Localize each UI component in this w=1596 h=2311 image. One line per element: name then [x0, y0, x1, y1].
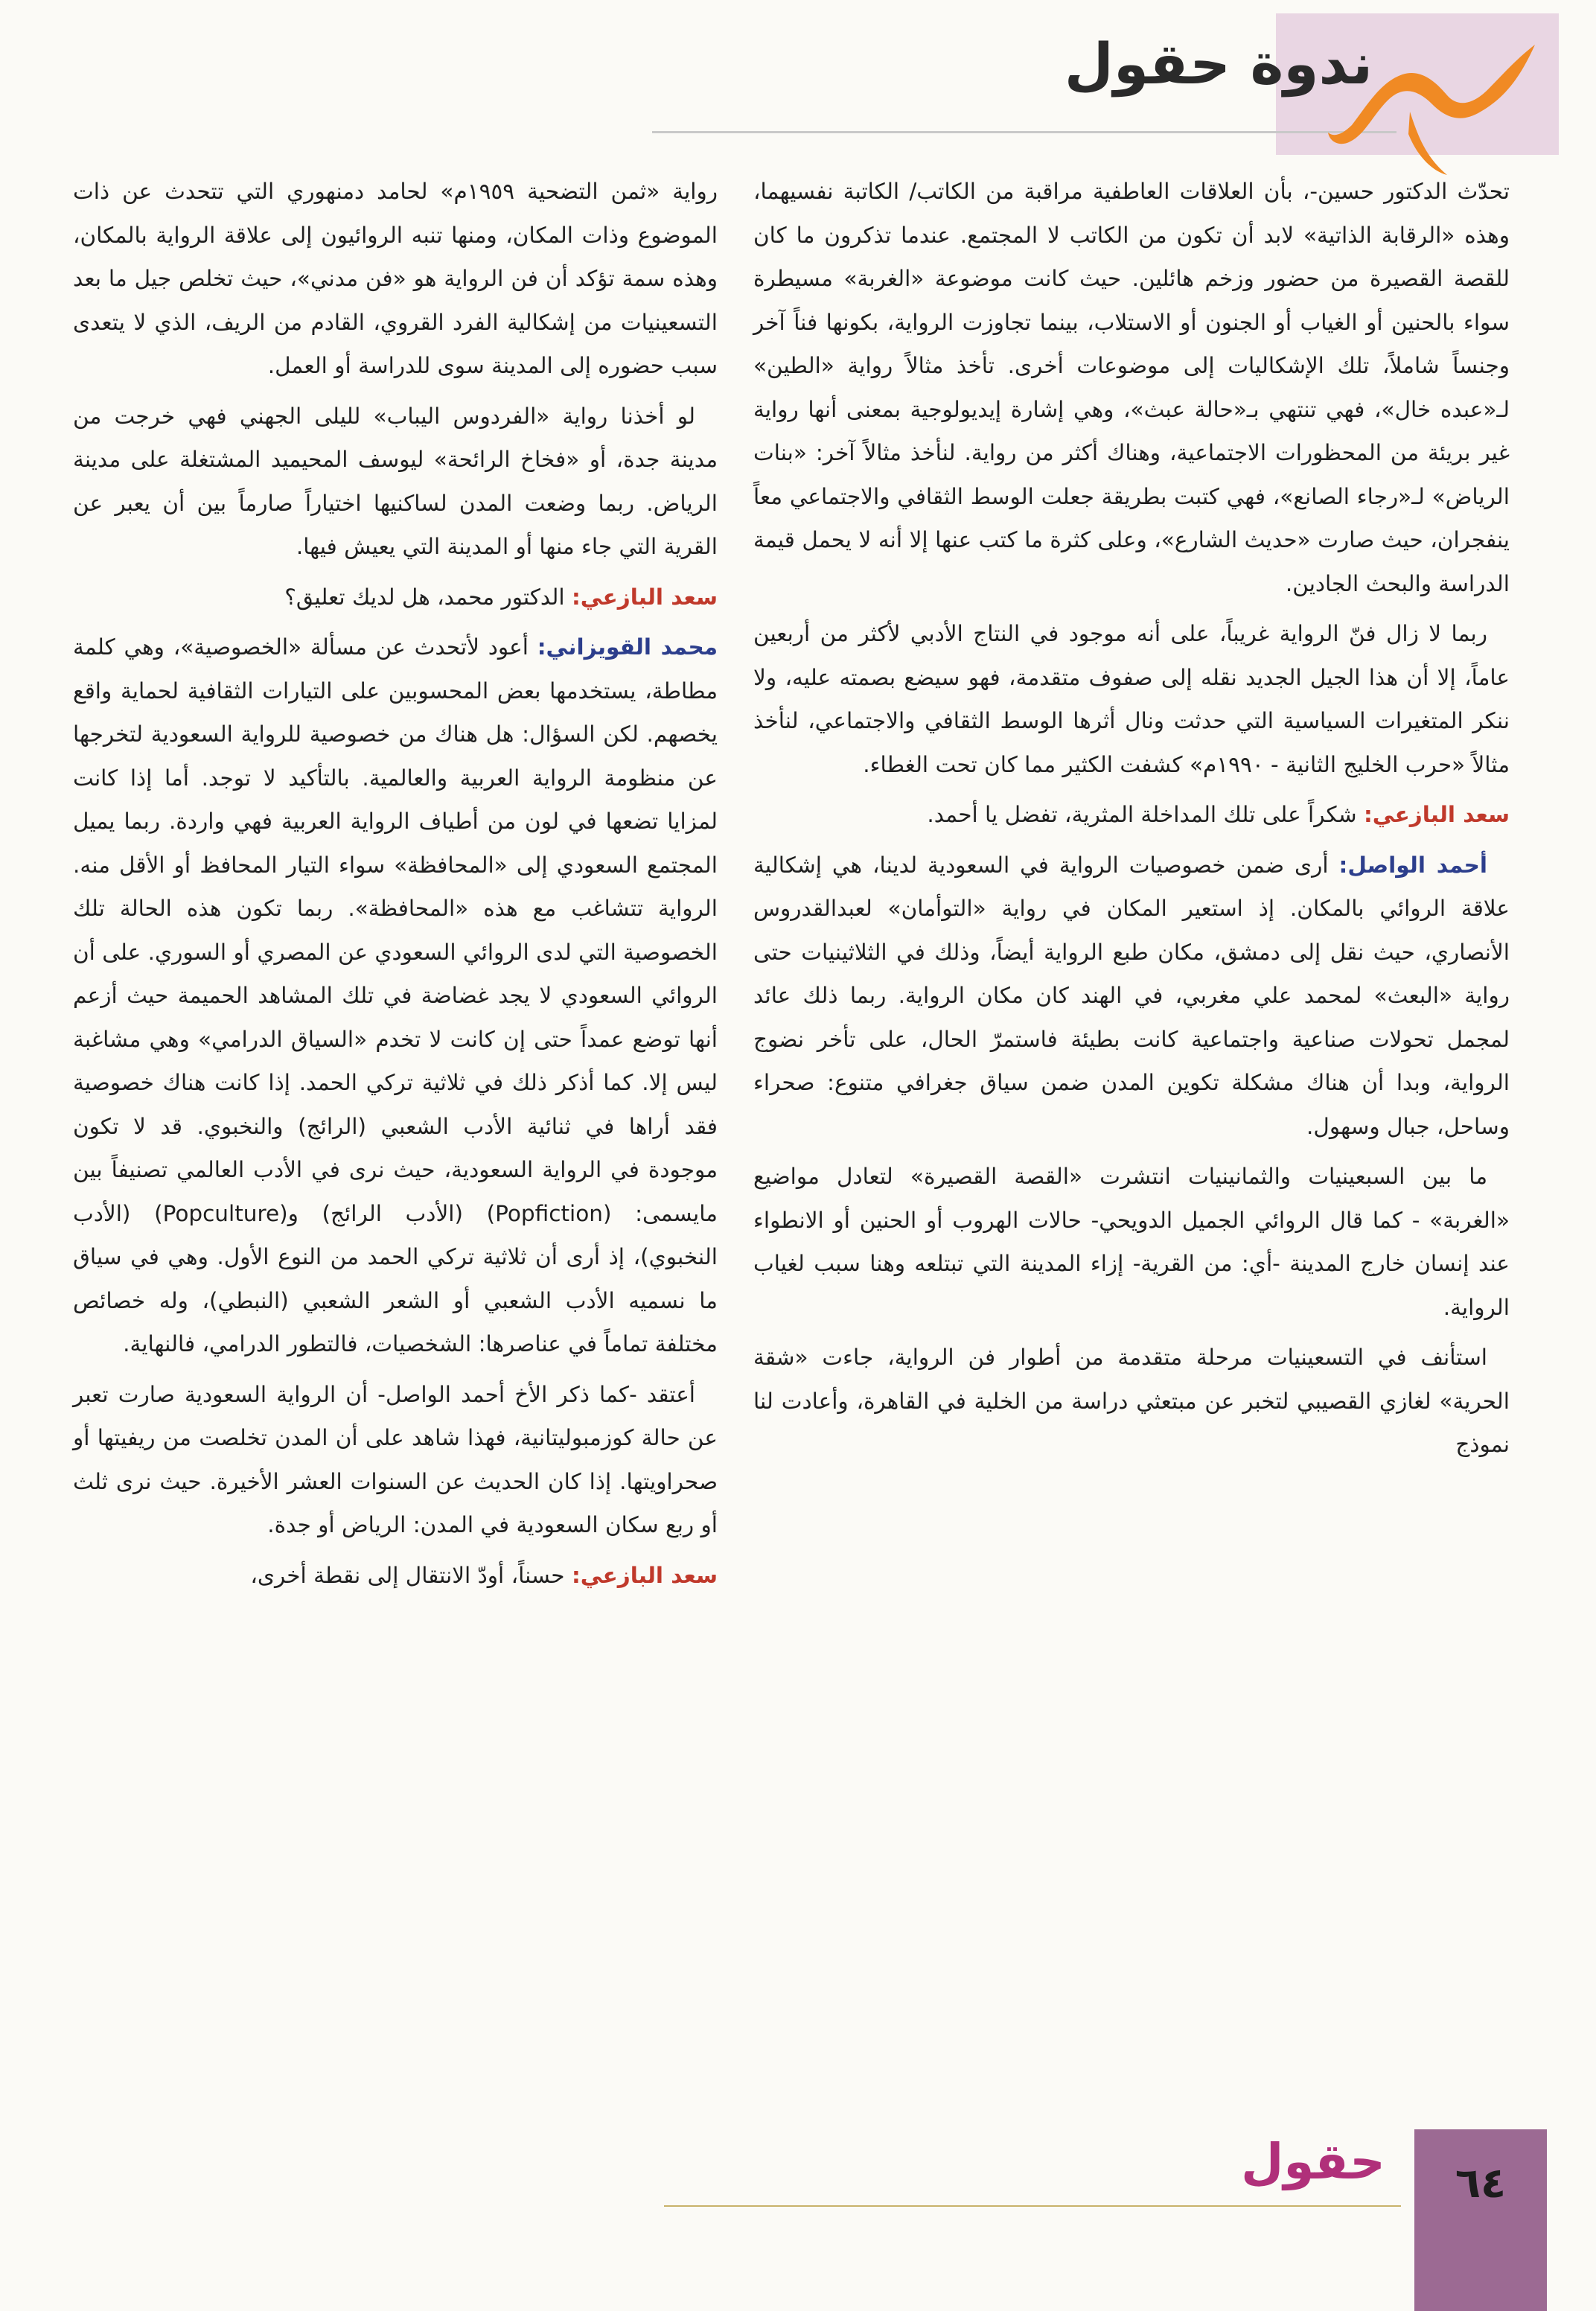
article-column-right — [753, 170, 1510, 1473]
page-number: ٦٤ — [1455, 2159, 1507, 2208]
paragraph-text: شكراً على تلك المداخلة المثرية، تفضل يا أحمد. — [927, 802, 1357, 827]
paragraph — [753, 1155, 1510, 1329]
page-number-box — [1414, 2129, 1547, 2311]
paragraph — [753, 844, 1510, 1149]
speaker-name: محمد القويزاني: — [537, 634, 718, 660]
paragraph — [73, 576, 718, 619]
paragraph — [73, 1373, 718, 1547]
speaker-name: سعد البازعي: — [571, 1562, 718, 1588]
magazine-logo — [1231, 2120, 1395, 2202]
paragraph-text: حسناً، أودّ الانتقال إلى نقطة أخرى، — [250, 1562, 565, 1588]
paragraph-text: أعود لأتحدث عن مسألة «الخصوصية»، وهي كلمة مطاطة، يستخدمها بعض المحسوبين على التيارات الثقافية لحماية واقع يخصهم. لكن السؤال: هل هناك من خصوصية للرواية السعودية لتخرجها عن منظومة الرواية العربية والعالمية. بالتأكيد لا توجد. أما إذا كانت لمزايا تضعها في لون من أطياف الرواية العربية فهي واردة. ربما يميل المجتمع السعودي إلى «المحافظة» سواء التيار المحافظ أو الأقل منه. الرواية تتشاغب مع هذه «المحافظة». ربما تكون هذه الحالة تلك الخصوصية التي لدى الروائي السعودي عن المصري أو السوري. على أن الروائي السعودي لا يجد غضاضة في تلك المشاهد الحميمة حيث أزعم أنها توضع عمداً حتى إن كانت لا تخدم «السياق الدرامي» وهي مشاغبة ليس إلا. كما أذكر ذلك في ثلاثية تركي الحمد. إذا كانت هناك خصوصية فقد أراها في ثنائية الأدب الشعبي (الرائج) والنخبوي. قد لا تكون موجودة في الرواية السعودية، حيث نرى في الأدب العالمي تصنيفاً بين مايسمى: (Popfiction) (الأدب الرائج) و(Popculture) (الأدب النخبوي)، إذ أرى أن ثلاثية تركي الحمد من النوع الأول. وهي في سياق ما نسميه الأدب الشعبي أو الشعر الشعبي (النبطي)، وله خصائص مختلفة تماماً في عناصرها: الشخصيات، فالتطور الدرامي، فالنهاية. — [73, 634, 718, 1357]
paragraph — [753, 1336, 1510, 1467]
paragraph-text: الدكتور محمد، هل لديك تعليق؟ — [284, 584, 565, 610]
paragraph — [753, 793, 1510, 837]
speaker-name: سعد البازعي: — [1363, 802, 1510, 827]
paragraph-text: ربما لا زال فنّ الرواية غريباً، على أنه موجود في النتاج الأدبي لأكثر من أربعين عاماً، إلا أن هذا الجيل الجديد نقله إلى صفوف متقدمة، فهو سيضع بصمته عليه، ولا ننكر المتغيرات السياسية التي حدثت ونال أثرها الوسط الثقافي والاجتماعي، لنأخذ مثالاً «حرب الخليج الثانية - ١٩٩٠م» كشفت الكثير مما كان تحت الغطاء. — [753, 621, 1510, 777]
paragraph-text: رواية «ثمن التضحية ١٩٥٩م» لحامد دمنهوري التي تتحدث عن ذات الموضوع وذات المكان، ومنها تنبه الروائيون إلى علاقة الرواية بالمكان، وهذه سمة تؤكد أن فن الرواية هو «فن مدني»، حيث تخلص جيل ما بعد التسعينيات من إشكالية الفرد القروي، القادم من الريف، الذي لا يتعدى سبب حضوره إلى المدينة سوى للدراسة أو العمل. — [73, 179, 718, 378]
paragraph — [753, 170, 1510, 605]
speaker-name: سعد البازعي: — [571, 584, 718, 610]
paragraph — [73, 170, 718, 388]
footer-rule — [664, 2205, 1401, 2207]
paragraph-text: ما بين السبعينيات والثمانينيات انتشرت «القصة القصيرة» لتعادل مواضيع «الغربة» - كما قال الروائي الجميل الدويحي- حالات الهروب أو الحنين أو الانطواء عند إنسان خارج المدينة -أي: من القرية- إزاء المدينة التي تبتلعه وهنا سبب لغياب الرواية. — [753, 1164, 1510, 1320]
paragraph-text: أعتقد -كما ذكر الأخ أحمد الواصل- أن الرواية السعودية صارت تعبر عن حالة كوزمبوليتانية، فهذا شاهد على أن المدن تخلصت من ريفيتها أو صحراويتها. إذا كان الحديث عن السنوات العشر الأخيرة. حيث نرى ثلث أو ربع سكان السعودية في المدن: الرياض أو جدة. — [73, 1381, 718, 1537]
paragraph — [73, 395, 718, 569]
article-column-left — [73, 170, 718, 1604]
brush-stroke-icon — [1321, 30, 1544, 179]
paragraph-text: لو أخذنا رواية «الفردوس اليباب» لليلى الجهني فهي خرجت من مدينة جدة، أو «فخاخ الرائحة» ليوسف المحيميد المشتغلة على مدينة الرياض. ربما وضعت المدن لساكنيها اختياراً صارماً بين أن يعبر عن القرية التي جاء منها أو المدينة التي يعيش فيها. — [73, 403, 718, 559]
header-rule — [652, 131, 1396, 133]
paragraph — [73, 1554, 718, 1598]
paragraph-text: تحدّث الدكتور حسين-، بأن العلاقات العاطفية مراقبة من الكاتب/ الكاتبة نفسيهما، وهذه «الرقابة الذاتية» لابد أن تكون من الكاتب لا المجتمع. عندما تذكرون ما كان للقصة القصيرة من حضور وزخم هائلين. حيث كانت موضوعة «الغربة» مسيطرة سواء بالحنين أو الغياب أو الجنون أو الاستلاب، بينما تجاوزت الرواية، بكونها فناً آخر وجنساً شاملاً، تلك الإشكاليات إلى موضوعات أخرى. تأخذ مثالاً رواية «الطين» لـ«عبده خال»، فهي تنتهي بـ«حالة عبث»، وهي إشارة إيديولوجية بمعنى أنها رواية غير بريئة من المحظورات الاجتماعية، وهناك أكثر من رواية. لنأخذ مثالاً آخر: «بنات الرياض» لـ«رجاء الصانع»، فهي كتبت بطريقة جعلت الوسط الثقافي والاجتماعي معاً ينفجران، حيث صارت «حديث الشارع»، وعلى كثرة ما كتب عنها إلا أنه لا يحمل قيمة الدراسة والبحث الجادين. — [753, 179, 1510, 596]
paragraph — [73, 625, 718, 1366]
section-title: ندوة حقول — [1064, 31, 1373, 97]
magazine-logo-text: حقول — [1241, 2133, 1385, 2190]
paragraph — [753, 612, 1510, 786]
paragraph-text: استأنف في التسعينيات مرحلة متقدمة من أطوار فن الرواية، جاءت «شقة الحرية» لغازي القصيبي لتخبر عن مبتعثي دراسة من الخلية في القاهرة، وأعادت لنا نموذج — [753, 1345, 1510, 1457]
speaker-name: أحمد الواصل: — [1338, 852, 1487, 878]
paragraph-text: أرى ضمن خصوصيات الرواية في السعودية لدينا، هي إشكالية علاقة الروائي بالمكان. إذ استعير المكان في رواية «التوأمان» لعبدالقدروس الأنصاري، حيث نقل إلى دمشق، مكان طبع الرواية أيضاً، وذلك في الثلاثينيات حتى رواية «البعث» لمحمد علي مغربي، في الهند كان مكان الرواية. ربما ذلك عائد لمجمل تحولات صناعية واجتماعية كانت بطيئة فاستمرّ الحال، على تأخر نضوج الرواية، وبدا أن هناك مشكلة تكوين المدن ضمن سياق جغرافي متنوع: صحراء وساحل، جبال وسهول. — [753, 852, 1510, 1139]
